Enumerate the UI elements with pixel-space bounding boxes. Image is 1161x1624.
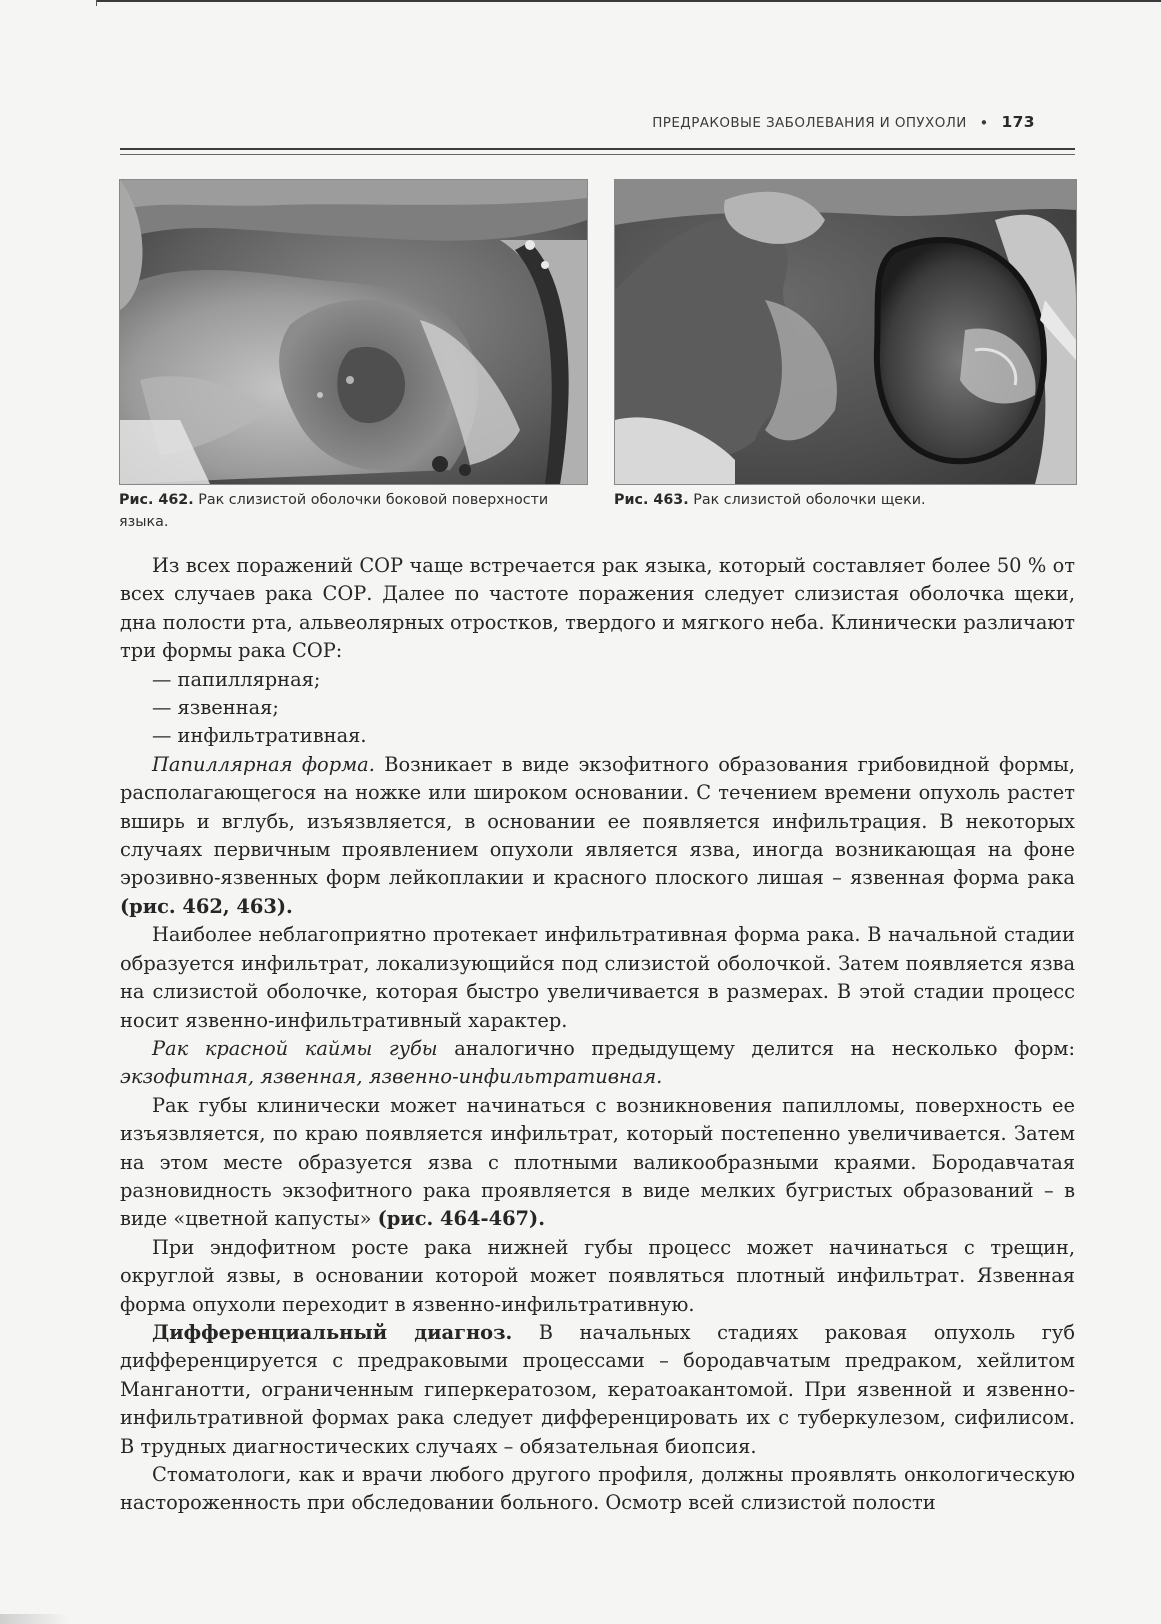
lip-cancer-forms: экзофитная, язвенная, язвенно-инфильтративная. (120, 1065, 663, 1089)
figure-463-caption-text: Рак слизистой оболочки щеки. (693, 492, 926, 508)
paragraph-endophytic-growth: При эндофитном росте рака нижней губы процесс может начинаться с трещин, округлой язвы, в основании которой может появляться плотный инфильтрат. Язвенная форма опухоли переходит в язвенно-инфильтративную. (120, 1235, 1075, 1316)
header-separator: • (979, 114, 989, 132)
papillary-form-text: Возникает в виде экзофитного образования грибовидной формы, располагающегося на ножке или широком основании. С течением времени опухоль растет вширь и вглубь, изъязвляется, в основании ее появляется инфильтрация. В некоторых случаях первичным проявлением опухоли является язва, иногда возникающая на фоне эрозивно-язвенных форм лейкоплакии и красного плоского лишая – язвенная форма рака (120, 752, 1075, 890)
paragraph-infiltrative-form: Наиболее неблагоприятно протекает инфильтративная форма рака. В начальной стадии образуется инфильтрат, локализующийся под слизистой оболочкой. Затем появляется язва на слизистой оболочке, которая быстро увеличивается в размерах. В этой стадии процесс носит язвенно-инфильтративный характер. (120, 923, 1075, 1032)
paragraph-lip-cancer-onset (120, 1092, 1075, 1234)
figure-463-photo (614, 179, 1077, 485)
tongue-lesion-photo (120, 180, 587, 484)
scan-edge-mark (0, 1614, 70, 1624)
figure-463-label: Рис. 463. (614, 492, 689, 508)
differential-diagnosis-heading: Дифференциальный диагноз. (152, 1320, 513, 1344)
page-top-edge-corner (96, 0, 97, 6)
body-text (120, 552, 1075, 1518)
paragraph-papillary-form (120, 751, 1075, 921)
paragraph-differential-diagnosis (120, 1319, 1075, 1461)
papillary-form-term: Папиллярная форма. (152, 752, 375, 776)
figure-462-photo (119, 179, 588, 485)
paragraph-lip-cancer (120, 1035, 1075, 1092)
page-top-edge (96, 0, 1161, 2)
figure-reference-464-467: (рис. 464-467). (377, 1207, 545, 1231)
header-rule-thick (120, 148, 1075, 150)
page-number: 173 (1001, 113, 1035, 131)
cheek-lesion-photo (615, 180, 1076, 484)
lip-cancer-onset-text: Рак губы клинически может начинаться с возникновения папилломы, поверхность ее изъязвляется, по краю появляется инфильтрат, который постепенно увеличивается. Затем на этом месте образуется язва с плотными валикообразными краями. Бородавчатая разновидность экзофитного рака проявляется в виде мелких бугристых образований – в виде «цветной капусты» (120, 1093, 1075, 1231)
lip-cancer-term: Рак красной каймы губы (152, 1036, 438, 1060)
running-title: ПРЕДРАКОВЫЕ ЗАБОЛЕВАНИЯ И ОПУХОЛИ (652, 115, 967, 131)
figure-reference-462-463: (рис. 462, 463). (120, 894, 293, 918)
figure-462-caption-text: Рак слизистой оболочки боковой поверхности языка. (119, 492, 549, 530)
differential-diagnosis-text: В начальных стадиях раковая опухоль губ дифференцируется с предраковыми процессами – бородавчатым предраком, хейлитом Манганотти, ограниченным гиперкератозом, кератоакантомой. При язвенной и язвенно-инфильтративной формах рака следует дифференцировать их с туберкулезом, сифилисом. В трудных диагностических случаях – обязательная биопсия. (120, 1320, 1075, 1458)
running-header (335, 113, 1035, 132)
figure-462-caption (119, 489, 589, 533)
header-rule-thin (120, 154, 1075, 155)
paragraph-oncological-alertness: Стоматологи, как и врачи любого другого профиля, должны проявлять онкологическую настороженность при обследовании больного. Осмотр всей слизистой полости (120, 1463, 1075, 1515)
list-item-infiltrative: — инфильтративная. (152, 724, 367, 748)
figure-462-label: Рис. 462. (119, 492, 194, 508)
list-item-papillary: — папиллярная; (152, 667, 321, 691)
paragraph-intro: Из всех поражений СОР чаще встречается рак языка, который составляет более 50 % от всех случаев рака СОР. Далее по частоте поражения следует слизистая оболочка щеки, дна полости рта, альвеолярных отростков, твердого и мягкого неба. Клинически различают три формы рака СОР: (120, 554, 1075, 663)
list-item-ulcerative: — язвенная; (152, 696, 279, 720)
lip-cancer-text: аналогично предыдущему делится на несколько форм: (437, 1036, 1076, 1060)
figure-463-caption (614, 489, 1074, 511)
